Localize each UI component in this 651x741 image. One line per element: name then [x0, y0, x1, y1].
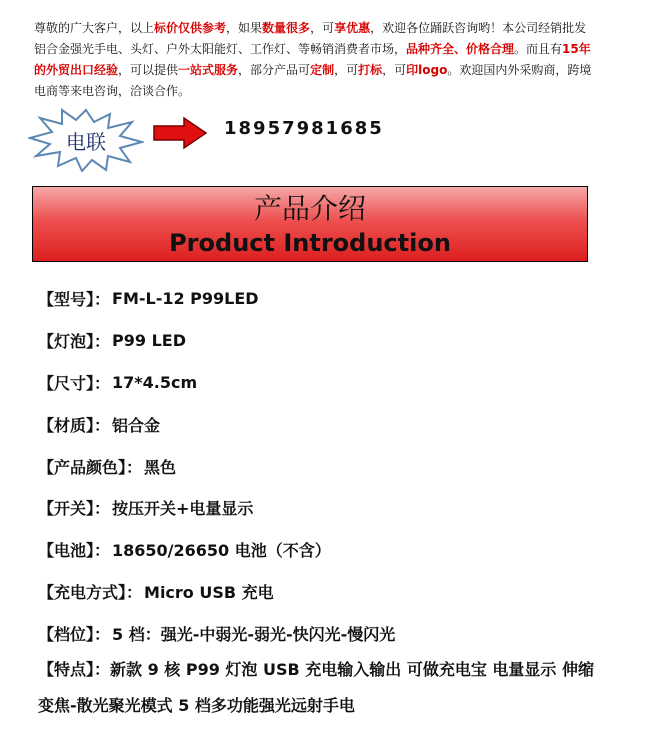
spec-value: FM-L-12 P99LED [112, 289, 259, 309]
notice-highlight: 一站式服务 [178, 63, 239, 77]
spec-key: 【型号】： [38, 290, 111, 310]
spec-row-size [38, 362, 608, 404]
notice-text: ，欢迎各位踊跃咨询哟！本公司经销批发铝合金强光手电、头灯、户外太阳能灯、工作灯、等畅销消费者市场， [34, 21, 587, 56]
notice-text: ，可 [310, 21, 335, 35]
spec-row-features [38, 652, 608, 724]
spec-value: 铝合金 [112, 415, 161, 435]
notice-text: 尊敬的广大客户，以上 [34, 21, 155, 35]
spec-value: 17*4.5cm [112, 372, 198, 392]
spec-key: 【灯泡】： [38, 332, 111, 352]
spec-key: 【特点】： [38, 660, 111, 679]
spec-key: 【材质】： [38, 415, 111, 435]
starburst-badge [28, 108, 144, 172]
spec-key: 【开关】： [38, 499, 111, 519]
banner-title-en: Product Introduction [169, 229, 451, 257]
spec-value: 黑色 [144, 457, 177, 477]
notice-text: ，可以提供 [118, 63, 179, 77]
spec-row-charging [38, 571, 608, 613]
spec-key: 【电池】： [38, 541, 111, 561]
notice-highlight: 数量很多 [262, 21, 311, 35]
notice-text: ，可 [334, 63, 359, 77]
notice-highlight: 印logo [406, 63, 448, 77]
banner-title-cn: 产品介绍 [253, 192, 366, 225]
spec-value: 新款 9 核 P99 灯泡 USB 充电输入输出 可做充电宝 电量显示 伸缩变焦-散光聚光模式 5 档多功能强光远射手电 [38, 660, 594, 715]
spec-row-color [38, 445, 608, 487]
product-intro-banner [32, 186, 588, 262]
spec-value: P99 LED [112, 331, 186, 351]
spec-list [38, 278, 608, 654]
spec-row-model [38, 278, 608, 320]
notice-text: 。而且有 [514, 42, 563, 56]
spec-row-switch [38, 487, 608, 529]
phone-number: 18957981685 [224, 118, 384, 139]
spec-row-battery [38, 529, 608, 571]
spec-value: 5 档：强光-中弱光-弱光-快闪光-慢闪光 [112, 624, 396, 644]
spec-key: 【尺寸】： [38, 373, 111, 393]
spec-key: 【档位】： [38, 624, 111, 644]
notice-highlight: 享优惠 [334, 21, 371, 35]
spec-key: 【充电方式】： [38, 582, 143, 602]
notice-text: ，可 [382, 63, 407, 77]
contact-section [28, 108, 588, 178]
right-arrow-icon [152, 116, 208, 150]
spec-row-material [38, 403, 608, 445]
notice-paragraph [34, 18, 594, 102]
spec-value: Micro USB 充电 [144, 582, 274, 602]
notice-text: ，部分产品可 [238, 63, 311, 77]
spec-row-modes [38, 612, 608, 654]
contact-label: 电联 [66, 129, 106, 154]
spec-value: 按压开关+电量显示 [112, 499, 254, 519]
notice-highlight: 品种齐全、价格合理 [406, 42, 515, 56]
spec-value: 18650/26650 电池（不含） [112, 541, 331, 561]
notice-text: 。欢迎国内外采购商，跨境电商等来电咨询，洽谈合作。 [34, 63, 592, 98]
notice-text: ，如果 [226, 21, 263, 35]
notice-highlight: 定制 [310, 63, 335, 77]
notice-highlight: 打标 [358, 63, 383, 77]
notice-highlight: 标价仅供参考 [154, 21, 227, 35]
spec-row-bulb [38, 320, 608, 362]
spec-key: 【产品颜色】： [38, 457, 143, 477]
notice-highlight: 15年的外贸出口经验 [34, 42, 591, 77]
